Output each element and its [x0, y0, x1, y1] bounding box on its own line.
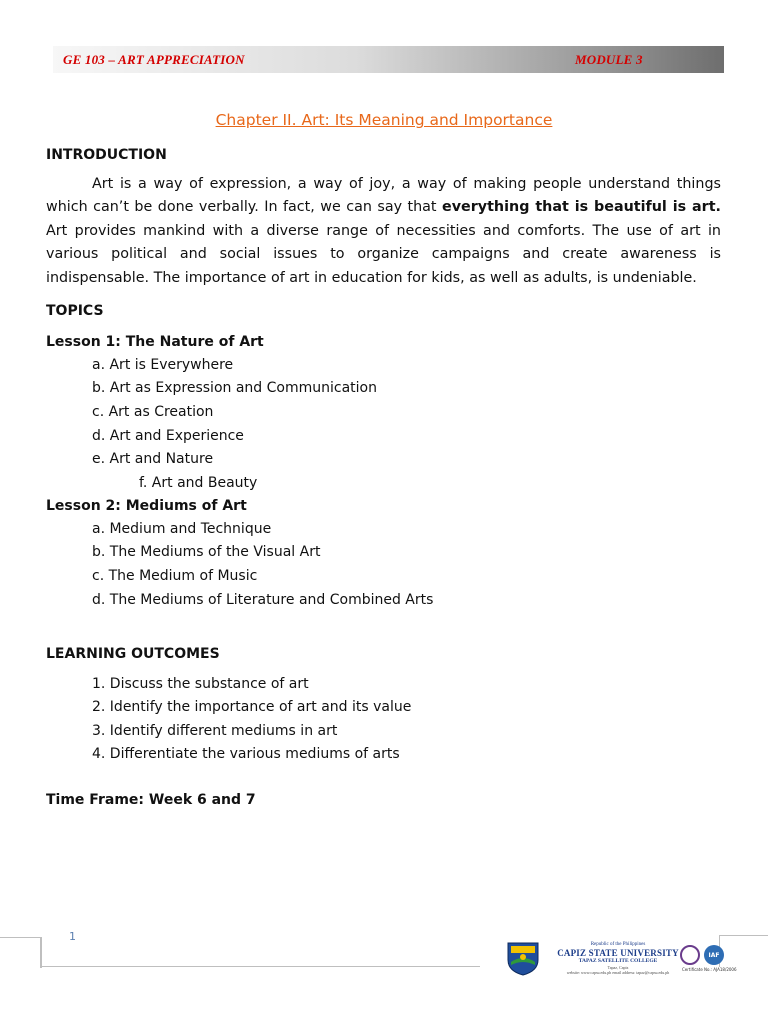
- footer-rule: [719, 935, 768, 936]
- intro-text-1: Art is a way of expression, a way of joy, a way of making people understand things which can’t be done verbally. In fact, we can say that: [46, 176, 721, 216]
- lesson2-title: Lesson 2: Mediums of Art: [46, 498, 247, 514]
- intro-text-bold: everything that is beautiful is art.: [442, 199, 721, 216]
- iaf-label: IAF: [708, 951, 720, 959]
- lesson2-item: b. The Mediums of the Visual Art: [92, 544, 321, 560]
- lesson1-item: f. Art and Beauty: [139, 475, 258, 491]
- certification-badge-icon: [680, 945, 700, 965]
- republic-line: Republic of the Philippines: [590, 942, 646, 947]
- outcome-item: 4. Differentiate the various mediums of arts: [92, 746, 400, 762]
- learning-outcomes-heading: LEARNING OUTCOMES: [46, 646, 220, 662]
- lesson1-item: c. Art as Creation: [92, 404, 214, 420]
- college-name: TAPAZ SATELLITE COLLEGE: [578, 958, 658, 964]
- university-name: CAPIZ STATE UNIVERSITY: [557, 948, 679, 958]
- module-label: MODULE 3: [575, 52, 643, 67]
- intro-text-2: Art provides mankind with a diverse range of necessities and comforts. The use of art in various political and social issues to organize campaigns and create awareness is indispensable. The importance of art in education for kids, as well as adults, is undeniable.: [46, 222, 721, 286]
- lesson2-item: a. Medium and Technique: [92, 521, 272, 537]
- contact-line: website: www.capsu.edu.ph email address: tapaz@capsu.edu.ph: [566, 970, 670, 975]
- introduction-heading: INTRODUCTION: [46, 147, 167, 163]
- footer-rule: [40, 938, 42, 968]
- outcome-item: 2. Identify the importance of art and its value: [92, 699, 412, 715]
- university-letterhead: [548, 942, 688, 975]
- topics-heading: TOPICS: [46, 303, 104, 319]
- lesson1-item: d. Art and Experience: [92, 428, 244, 444]
- course-title: GE 103 – ART APPRECIATION: [63, 52, 245, 67]
- lesson2-item: c. The Medium of Music: [92, 568, 258, 584]
- footer-rule: [0, 937, 42, 938]
- introduction-paragraph: [46, 173, 721, 290]
- certificate-number: Certificate No.: AJA18/2006: [682, 967, 737, 972]
- outcome-item: 3. Identify different mediums in art: [92, 723, 338, 739]
- time-frame: Time Frame: Week 6 and 7: [46, 792, 256, 808]
- page-number: 1: [69, 930, 76, 943]
- lesson1-item: a. Art is Everywhere: [92, 357, 234, 373]
- lesson1-title: Lesson 1: The Nature of Art: [46, 334, 264, 350]
- iaf-badge-icon: [704, 945, 724, 965]
- lesson1-item: e. Art and Nature: [92, 451, 214, 467]
- lesson1-item: b. Art as Expression and Communication: [92, 380, 377, 396]
- university-seal-icon: [505, 940, 541, 976]
- footer-rule: [40, 966, 480, 967]
- chapter-title: Chapter II. Art: Its Meaning and Importance: [215, 111, 553, 129]
- header-band: [53, 46, 724, 73]
- location-line: Tapaz, Capiz: [607, 965, 629, 970]
- outcome-item: 1. Discuss the substance of art: [92, 676, 309, 692]
- lesson2-item: d. The Mediums of Literature and Combined Arts: [92, 592, 434, 608]
